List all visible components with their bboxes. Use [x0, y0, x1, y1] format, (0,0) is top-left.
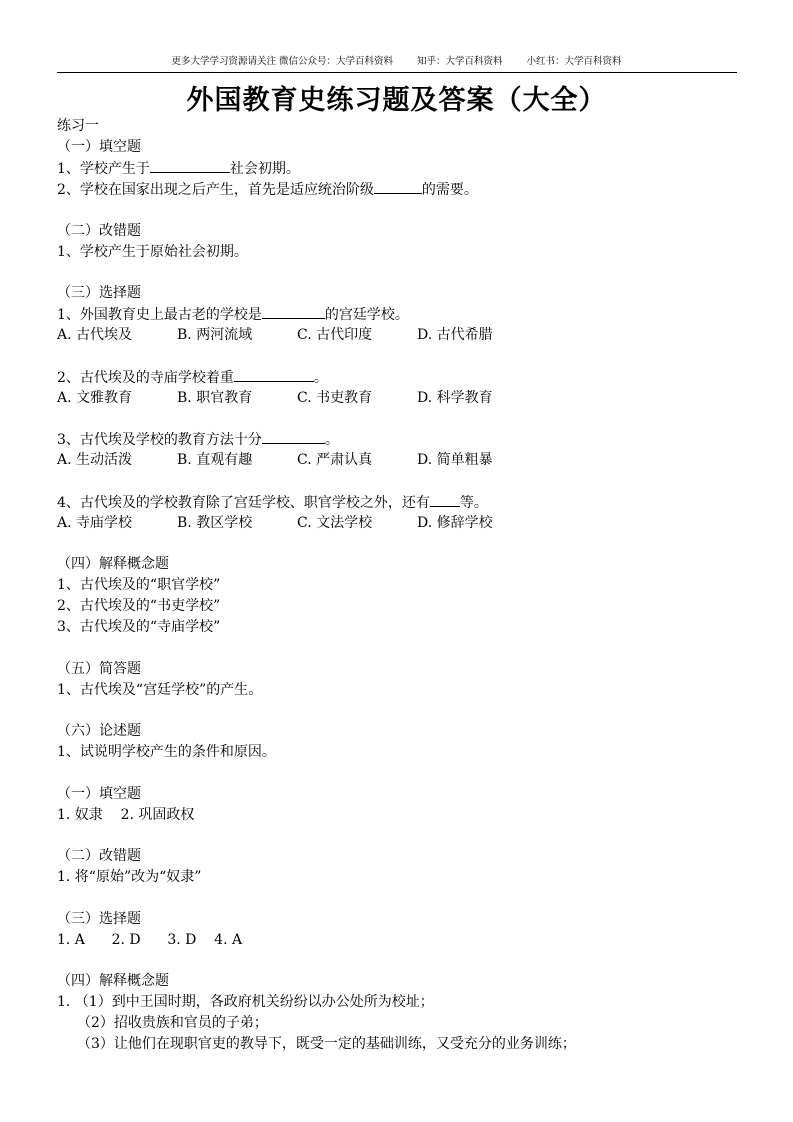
choice-question-3: 3、古代埃及学校的教育方法十分 。: [57, 429, 747, 450]
section-heading: （三）选择题: [57, 285, 141, 301]
fill-question-1: 1、学校产生于 社会初期。: [57, 158, 747, 179]
choice-question-2: 2、古代埃及的寺庙学校着重 。: [57, 367, 747, 388]
option-c[interactable]: C. 严肃认真: [297, 452, 373, 468]
document-body: [57, 116, 747, 1055]
exercise-label: 练习一: [57, 118, 99, 134]
concept-question-1: 1、古代埃及的“职官学校”: [57, 577, 221, 593]
correction-question-1: 1、学校产生于原始社会初期。: [57, 243, 248, 260]
header-zhihu: 知乎：大学百科资料: [417, 56, 503, 67]
header-xiaohongshu: 小红书：大学百科资料: [526, 56, 622, 67]
option-b[interactable]: B. 直观有趣: [177, 452, 253, 468]
choice-question-4: 4、古代埃及的学校教育除了宫廷学校、职官学校之外，还有 等。: [57, 492, 747, 513]
answer-fill: 1. 奴隶 2. 巩固政权: [57, 806, 195, 823]
choice-options-2: [57, 388, 747, 409]
answer-concept-line-2: （2）招收贵族和官员的子弟；: [77, 1015, 268, 1031]
choice-question-1: 1、外国教育史上最古老的学校是 的宫廷学校。: [57, 304, 747, 325]
option-d[interactable]: D. 古代希腊: [417, 327, 493, 343]
essay-question-1: 1、试说明学校产生的条件和原因。: [57, 744, 276, 760]
answer-blank[interactable]: [262, 429, 325, 444]
option-b[interactable]: B. 教区学校: [177, 514, 253, 531]
short-answer-question-1: 1、古代埃及“宫廷学校”的产生。: [57, 681, 263, 698]
fill-question-2: 2、学校在国家出现之后产生，首先是适应统治阶级 的需要。: [57, 179, 747, 200]
answer-concept-line-1: 1. （1）到中王国时期，各政府机关纷纷以办公处所为校址；: [57, 994, 434, 1010]
answer-blank[interactable]: [430, 492, 460, 507]
answer-blank[interactable]: [374, 179, 422, 194]
option-b[interactable]: B. 两河流域: [177, 327, 253, 343]
section-heading: （二）改错题: [57, 222, 141, 239]
choice-options-1: [57, 325, 747, 346]
option-b[interactable]: B. 职官教育: [177, 389, 253, 406]
page-header: [0, 53, 793, 67]
choice-options-3: [57, 450, 747, 471]
answer-heading: （二）改错题: [57, 848, 141, 864]
option-a[interactable]: A. 古代埃及: [57, 327, 133, 343]
answer-heading: （四）解释概念题: [57, 973, 169, 989]
answer-blank[interactable]: [150, 158, 230, 173]
document-title: 外国教育史练习题及答案（大全）: [186, 85, 607, 116]
concept-question-3: 3、古代埃及的“寺庙学校”: [57, 619, 221, 635]
answer-blank[interactable]: [262, 304, 325, 319]
option-a[interactable]: A. 寺庙学校: [57, 514, 133, 531]
section-heading: （六）论述题: [57, 723, 141, 739]
answer-concept-line-3: （3）让他们在现职官吏的教导下，既受一定的基础训练，又受充分的业务训练；: [77, 1036, 576, 1052]
header-rule: [57, 72, 737, 73]
option-d[interactable]: D. 修辞学校: [417, 514, 493, 531]
option-c[interactable]: C. 书吏教育: [297, 389, 373, 406]
header-wechat: 更多大学学习资源请关注 微信公众号：大学百科资料: [171, 56, 393, 67]
answer-correction: 1. 将“原始”改为“奴隶”: [57, 869, 202, 885]
section-heading: （五）简答题: [57, 660, 141, 677]
answer-blank[interactable]: [234, 367, 314, 382]
option-d[interactable]: D. 科学教育: [417, 389, 493, 406]
answer-heading: （一）填空题: [57, 785, 141, 802]
choice-options-4: [57, 513, 747, 534]
concept-question-2: 2、古代埃及的“书吏学校”: [57, 598, 221, 614]
option-d[interactable]: D. 简单粗暴: [417, 452, 493, 468]
section-heading: （一）填空题: [57, 139, 141, 155]
option-a[interactable]: A. 生动活泼: [57, 452, 133, 468]
answer-heading: （三）选择题: [57, 910, 141, 927]
option-c[interactable]: C. 古代印度: [297, 327, 373, 343]
option-a[interactable]: A. 文雅教育: [57, 389, 133, 406]
section-heading: （四）解释概念题: [57, 556, 169, 572]
answer-choice: 1. A 2. D 3. D 4. A: [57, 931, 243, 948]
option-c[interactable]: C. 文法学校: [297, 514, 373, 531]
